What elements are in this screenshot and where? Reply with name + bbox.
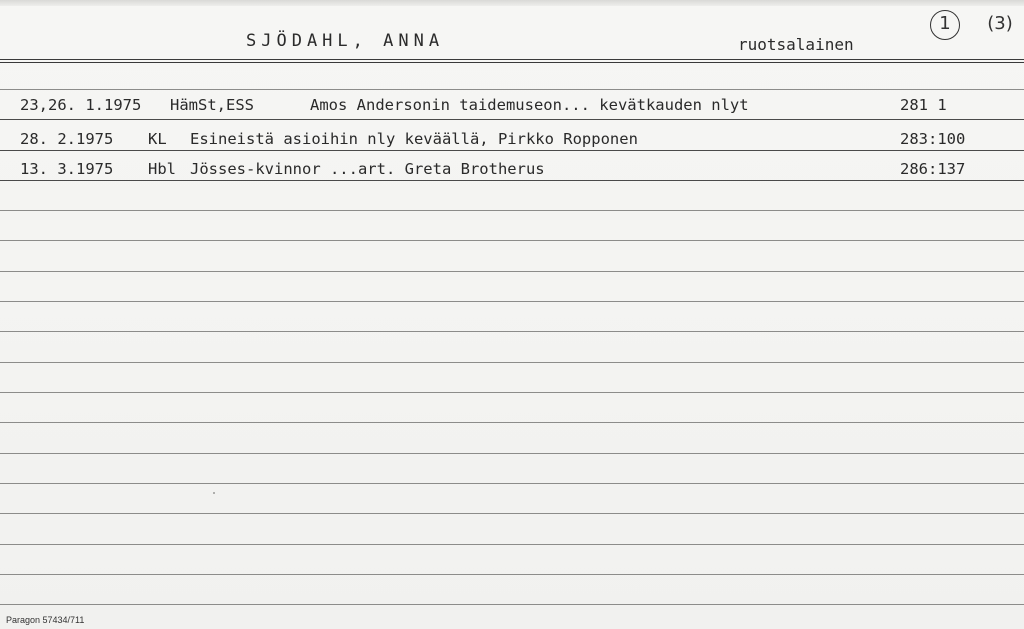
card-top-edge <box>0 0 1024 6</box>
artist-name: SJÖDAHL, ANNA <box>246 31 445 51</box>
ruled-line <box>0 362 1024 363</box>
entry-date: 23,26. 1.1975 <box>20 96 142 114</box>
ruled-line <box>0 392 1024 393</box>
ruled-line <box>0 331 1024 332</box>
entry-date: 28. 2.1975 <box>20 130 114 148</box>
ruled-line <box>0 574 1024 575</box>
ruled-line <box>0 240 1024 241</box>
entry-description: Esineistä asioihin nly keväällä, Pirkko Ropponen <box>190 130 638 148</box>
artist-nationality: ruotsalainen <box>738 35 854 54</box>
entry-description: Jösses-kvinnor ...art. Greta Brotherus <box>190 160 545 178</box>
ruled-line <box>0 422 1024 423</box>
ruled-line <box>0 544 1024 545</box>
ruled-line <box>0 483 1024 484</box>
handwritten-circled-number: 1 <box>930 10 960 40</box>
ruled-line <box>0 180 1024 181</box>
entry-source: HämSt,ESS <box>170 96 254 114</box>
entry-reference: 283:100 <box>900 130 966 148</box>
handwritten-bracketed-number: (3) <box>987 13 1013 34</box>
entry-source: KL <box>148 130 167 148</box>
header-rule-top <box>0 59 1024 60</box>
header-rule-bottom <box>0 62 1024 63</box>
entry-reference: 281 1 <box>900 96 947 114</box>
ruled-line <box>0 89 1024 90</box>
paper-speck <box>213 492 215 494</box>
entry-source: Hbl <box>148 160 176 178</box>
ruled-line <box>0 210 1024 211</box>
ruled-line <box>0 271 1024 272</box>
ruled-line <box>0 453 1024 454</box>
ruled-line <box>0 119 1024 120</box>
entry-date: 13. 3.1975 <box>20 160 114 178</box>
card-footer-imprint: Paragon 57434/711 <box>6 615 85 625</box>
entry-description: Amos Andersonin taidemuseon... kevätkauden nlyt <box>310 96 749 114</box>
ruled-line <box>0 301 1024 302</box>
entry-row <box>0 96 1024 120</box>
ruled-line <box>0 150 1024 151</box>
ruled-line <box>0 604 1024 605</box>
ruled-line <box>0 513 1024 514</box>
entry-reference: 286:137 <box>900 160 966 178</box>
